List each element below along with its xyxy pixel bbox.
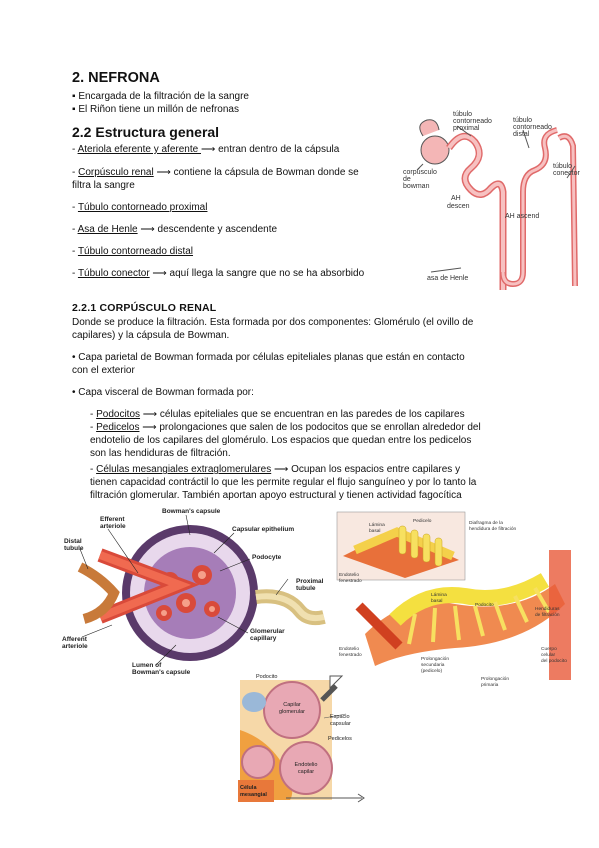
- nephron-label-proximal: túbulo contorneado proximal: [453, 111, 492, 132]
- mes-label-endotelio: Endotelio capilar: [294, 762, 318, 775]
- component-item-cont: endotelio de los capilares del glomérulo. Los espacios que quedan entre los pedicelos: [90, 435, 472, 446]
- component-item: - Células mesangiales extraglomerulares ⟶ Ocupan los espacios entre capilares y: [90, 464, 461, 475]
- mesangial-cell-illustration: [236, 670, 368, 808]
- component-item: - Pedicelos ⟶ prolongaciones que salen de los podocitos que se enrollan alrededor del: [90, 422, 481, 433]
- nephron-label-corpusculo: corpúsculo de bowman: [403, 169, 437, 190]
- mes-label-capilar: Capilar glomerular: [279, 702, 305, 715]
- component-item-cont: filtración glomerular. También aportan apoyo estructural y tienen actividad fagocítica: [90, 490, 462, 501]
- podo-label-secundaria: Prolongación secundaria (pedicelo): [421, 657, 450, 674]
- nephron-label-conector: túbulo conector: [553, 163, 580, 177]
- component-item-cont: tienen capacidad contráctil lo que les permite regular el flujo sanguíneo y por lo tanto la: [90, 477, 477, 488]
- structure-item: - Asa de Henle ⟶ descendente y ascendente: [72, 224, 278, 235]
- bowman-label-proximal: Proximal tubule: [296, 578, 324, 592]
- podo-label-pedicelo: Pedicelo: [413, 519, 432, 524]
- bowman-label-afferent: Afferent arteriole: [62, 636, 88, 650]
- podo-label-cuerpo: Cuerpo celular del podocito: [541, 647, 567, 664]
- podocyte-illustration: [335, 510, 575, 695]
- parietal-text: con el exterior: [72, 365, 135, 376]
- component-item-cont: son las hendiduras de filtración.: [90, 448, 231, 459]
- nephron-sketch: [395, 108, 595, 290]
- structure-item: - Ateriola eferente y aferente ⟶ entran dentro de la cápsula: [72, 144, 340, 155]
- podo-label-lamina2: Lámina basal: [431, 593, 447, 604]
- bowman-label-podocyte: Podocyte: [252, 554, 282, 561]
- page-title: 2. NEFRONA: [72, 70, 160, 86]
- bowman-label-efferent: Efferent arteriole: [100, 516, 126, 530]
- structure-item: - Túbulo contorneado distal: [72, 246, 194, 257]
- structure-item-cont: filtra la sangre: [72, 180, 135, 191]
- component-item: - Podocitos ⟶ células epiteliales que se encuentran en las paredes de los capilares: [90, 409, 465, 420]
- nephron-label-asa: asa de Henle: [427, 275, 469, 282]
- nephron-label-ah-asc: AH ascend: [505, 213, 540, 220]
- intro-text: capilares) y la cápsula de Bowman.: [72, 330, 230, 341]
- structure-item: - Túbulo contorneado proximal: [72, 202, 208, 213]
- section-heading: 2.2 Estructura general: [72, 124, 220, 140]
- bowman-label-capsule: Bowman's capsule: [162, 508, 221, 515]
- intro-text: Donde se produce la filtración. Esta formada por dos componentes: Glomérulo (el ovillo de: [72, 317, 474, 328]
- bowman-label-distal: Distal tubule: [64, 538, 84, 552]
- mes-label-pedicelos: Pedicelos: [328, 736, 352, 742]
- bowman-label-epithelium: Capsular epithelium: [232, 526, 295, 533]
- mes-label-espacio: Espacio capsular: [330, 714, 351, 727]
- podo-label-hendiduras: Hendiduras de filtración: [535, 607, 560, 618]
- bullet-item: ▪ El Riñon tiene un millón de nefronas: [72, 104, 239, 115]
- podo-label-podocito: Podocito: [475, 603, 494, 608]
- bowman-label-lumen: Lumen of Bowman's capsule: [132, 662, 191, 676]
- bullet-item: ▪ Encargada de la filtración de la sangre: [72, 91, 249, 102]
- visceral-text: • Capa visceral de Bowman formada por:: [72, 387, 254, 398]
- bowman-capsule-illustration: [60, 505, 332, 680]
- structure-item: - Túbulo conector ⟶ aquí llega la sangre que no se ha absorbido: [72, 268, 365, 279]
- subsection-heading: 2.2.1 CORPÚSCULO RENAL: [72, 302, 217, 314]
- podo-label-endotelio2: Endotelio fenestrado: [339, 647, 362, 658]
- bowman-label-capillary: Glomerular capillary: [250, 628, 285, 642]
- nephron-label-distal: túbulo contorneado distal: [513, 117, 552, 138]
- mes-label-celula: Célula mesangial: [240, 785, 267, 798]
- podo-label-diafragma: Diafragma de la hendidura de filtración: [469, 521, 517, 532]
- mes-label-podocito: Podocito: [256, 674, 278, 680]
- podo-label-endotelio: Endotelio fenestrado: [339, 573, 362, 584]
- podo-label-primaria: Prolongación primaria: [481, 677, 510, 688]
- parietal-text: • Capa parietal de Bowman formada por células epiteliales planas que están en contacto: [72, 352, 465, 363]
- podo-label-lamina: Lámina basal: [369, 523, 385, 534]
- nephron-label-ah-desc: AH descen: [447, 195, 470, 210]
- structure-item: - Corpúsculo renal ⟶ contiene la cápsula de Bowman donde se: [72, 167, 359, 178]
